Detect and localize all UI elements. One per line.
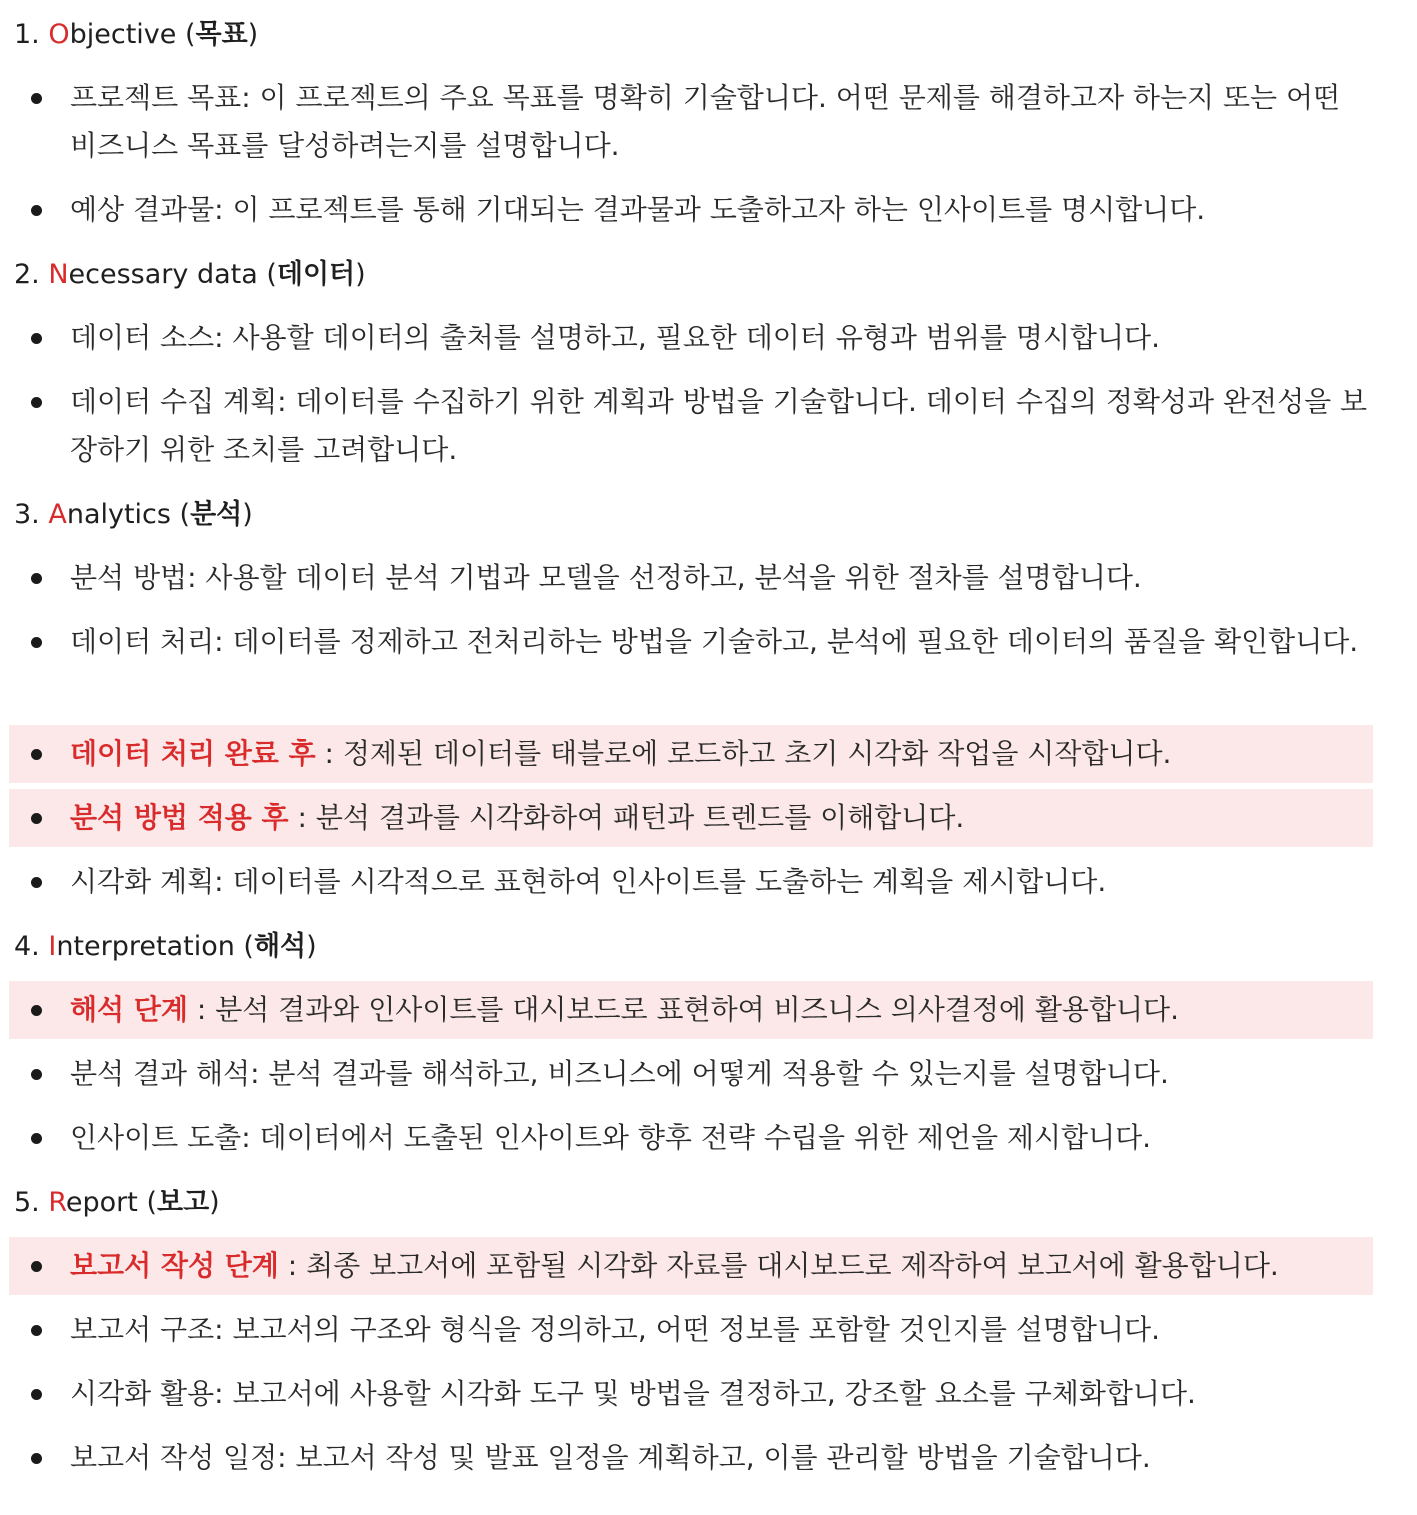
bullet-icon [31,1325,42,1336]
section-title: eport ( [65,1187,157,1218]
section-title: nalytics ( [66,499,191,530]
section-title-close: ) [306,931,317,962]
highlighted-list-item [70,986,1370,1034]
section-title: nterpretation ( [56,931,254,962]
list-item-text: 인사이트 도출: 데이터에서 도출된 인사이트와 향후 전략 수립을 위한 제언을 제시합니다. [70,1121,1152,1154]
list-item [70,1050,1370,1098]
section-heading [14,18,258,52]
section-title-close: ) [355,259,366,290]
highlight-key-label: 보고서 작성 단계 [70,1249,279,1282]
list-item [70,618,1370,666]
list-item-text: 데이터 수집 계획: 데이터를 수집하기 위한 계획과 방법을 기술합니다. 데이터 수집의 정확성과 완전성을 보장하기 위한 조치를 고려합니다. [70,385,1368,466]
bullet-icon [31,397,42,408]
section-heading [14,1186,220,1220]
section-title: ecessary data ( [68,259,277,290]
highlighted-list-item [70,794,1370,842]
section-initial: N [48,259,69,290]
list-item [70,314,1370,362]
list-item [70,1370,1370,1418]
list-item-text: : 최종 보고서에 포함될 시각화 자료를 대시보드로 제작하여 보고서에 활용합니다. [278,1249,1279,1282]
highlight-key-label: 해석 단계 [70,993,188,1026]
bullet-icon [31,813,42,824]
list-item-text: 데이터 처리: 데이터를 정제하고 전처리하는 방법을 기술하고, 분석에 필요한 데이터의 품질을 확인합니다. [70,625,1359,658]
list-item-text: 보고서 구조: 보고서의 구조와 형식을 정의하고, 어떤 정보를 포함할 것인지를 설명합니다. [70,1313,1160,1346]
bullet-icon [31,1133,42,1144]
section-heading [14,930,317,964]
bullet-icon [31,93,42,104]
section-heading [14,258,366,292]
list-item [70,186,1370,234]
bullet-icon [31,877,42,888]
section-number: 3. [14,499,49,530]
list-item [70,1306,1370,1354]
section-title: bjective ( [69,19,196,50]
section-number: 4. [14,931,49,962]
section-initial: R [48,1187,66,1218]
list-item-text: 분석 결과 해석: 분석 결과를 해석하고, 비즈니스에 어떻게 적용할 수 있는지를 설명합니다. [70,1057,1169,1090]
section-number: 2. [14,259,49,290]
list-item-text: 시각화 계획: 데이터를 시각적으로 표현하여 인사이트를 도출하는 계획을 제시합니다. [70,865,1107,898]
list-item-text: 보고서 작성 일정: 보고서 작성 및 발표 일정을 계획하고, 이를 관리할 방법을 기술합니다. [70,1441,1151,1474]
list-item-text: 예상 결과물: 이 프로젝트를 통해 기대되는 결과물과 도출하고자 하는 인사이트를 명시합니다. [70,193,1206,226]
section-number: 1. [14,19,49,50]
section-korean-title: 해석 [253,931,307,962]
section-korean-title: 데이터 [276,259,356,290]
list-item-text: : 분석 결과와 인사이트를 대시보드로 표현하여 비즈니스 의사결정에 활용합니다. [187,993,1179,1026]
highlighted-list-item [70,1242,1370,1290]
bullet-icon [31,749,42,760]
list-item [70,554,1370,602]
bullet-icon [31,1005,42,1016]
list-item [70,74,1370,170]
section-heading [14,498,253,532]
bullet-icon [31,1453,42,1464]
list-item [70,1114,1370,1162]
bullet-icon [31,637,42,648]
section-initial: O [48,19,70,50]
highlighted-list-item [70,730,1370,778]
list-item [70,378,1370,474]
bullet-icon [31,573,42,584]
list-item-text: 시각화 활용: 보고서에 사용할 시각화 도구 및 방법을 결정하고, 강조할 요소를 구체화합니다. [70,1377,1196,1410]
highlight-key-label: 데이터 처리 완료 후 [70,737,316,770]
highlight-key-label: 분석 방법 적용 후 [70,801,289,834]
section-title-close: ) [209,1187,220,1218]
list-item-text: 프로젝트 목표: 이 프로젝트의 주요 목표를 명확히 기술합니다. 어떤 문제를 해결하고자 하는지 또는 어떤 비즈니스 목표를 달성하려는지를 설명합니다. [70,81,1341,162]
section-initial: I [48,931,57,962]
list-item [70,1434,1370,1482]
section-korean-title: 보고 [156,1187,210,1218]
list-item-text: 데이터 소스: 사용할 데이터의 출처를 설명하고, 필요한 데이터 유형과 범위를 명시합니다. [70,321,1160,354]
bullet-icon [31,205,42,216]
bullet-icon [31,333,42,344]
bullet-icon [31,1389,42,1400]
section-title-close: ) [242,499,253,530]
list-item-text: : 분석 결과를 시각화하여 패턴과 트렌드를 이해합니다. [288,801,965,834]
section-initial: A [48,499,67,530]
list-item-text: : 정제된 데이터를 태블로에 로드하고 초기 시각화 작업을 시작합니다. [315,737,1172,770]
list-item-text: 분석 방법: 사용할 데이터 분석 기법과 모델을 선정하고, 분석을 위한 절차를 설명합니다. [70,561,1142,594]
bullet-icon [31,1069,42,1080]
section-korean-title: 목표 [195,19,248,50]
section-korean-title: 분석 [190,499,243,530]
section-number: 5. [14,1187,49,1218]
section-title-close: ) [247,19,259,50]
bullet-icon [31,1261,42,1272]
list-item [70,858,1370,906]
